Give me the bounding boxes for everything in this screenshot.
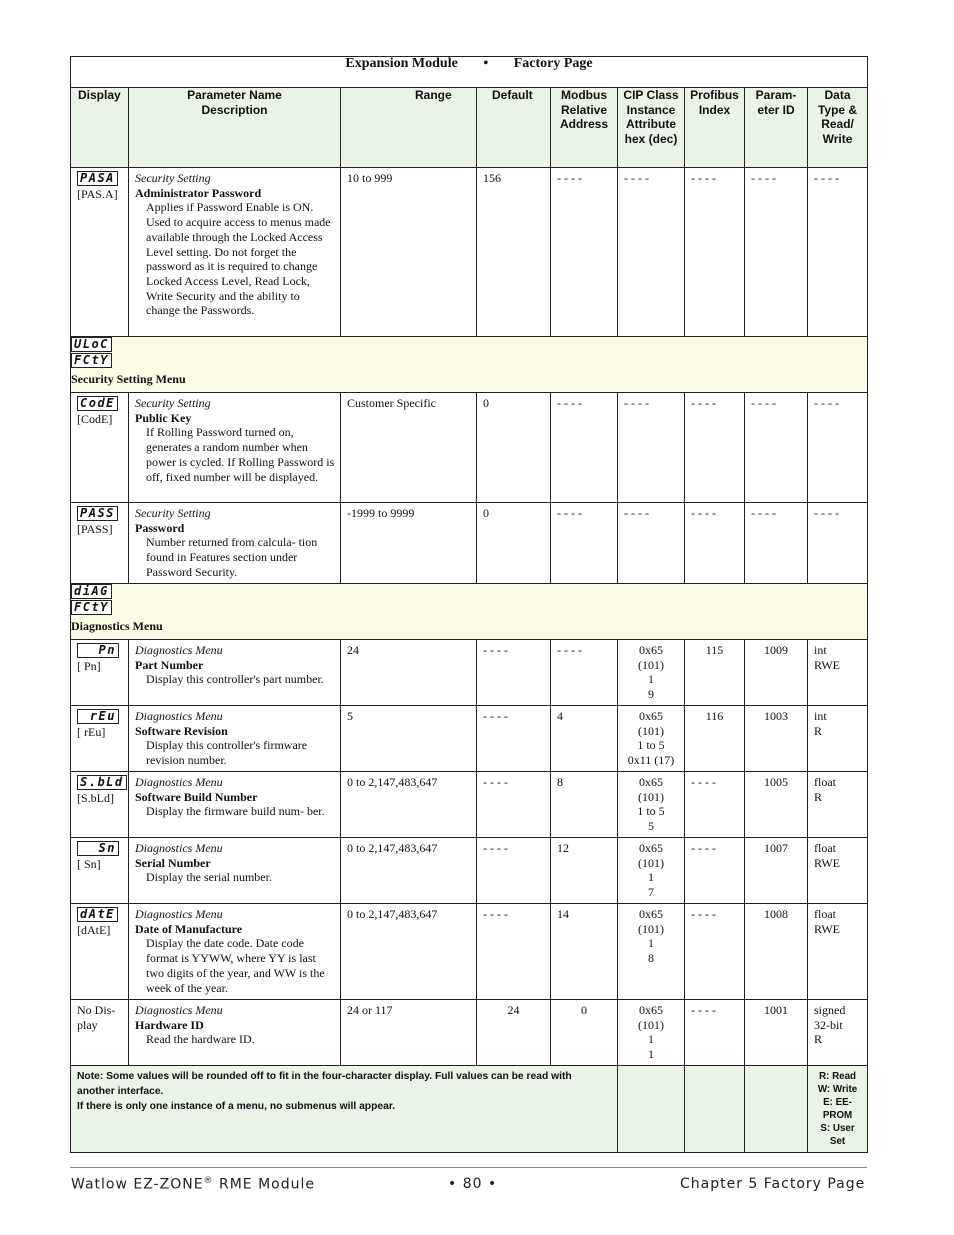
legend-cell xyxy=(808,1066,868,1153)
display-cell xyxy=(71,503,129,584)
paramid-cell: - - - - xyxy=(745,168,808,337)
range-cell: 0 to 2,147,483,647 xyxy=(341,838,477,904)
registered-mark: ® xyxy=(203,1176,214,1186)
note-blank-cell xyxy=(618,1066,685,1153)
paramid-cell: 1001 xyxy=(745,1000,808,1066)
footer-product xyxy=(71,1176,315,1193)
diagnostics-menu-cell xyxy=(71,584,868,640)
cip-cell: - - - - xyxy=(618,168,685,337)
read-write: RWE xyxy=(814,657,840,672)
profibus-cell: 115 xyxy=(685,640,745,706)
lcd-display: rEu xyxy=(77,709,119,724)
cip-class-dec: (101) xyxy=(638,921,664,936)
modbus-cell: 4 xyxy=(551,706,618,772)
parameter-table xyxy=(70,56,868,1153)
read-write: R xyxy=(814,723,823,738)
modbus-cell: - - - - xyxy=(551,393,618,503)
param-description: Display this controller's firmware revision number. xyxy=(146,738,308,768)
menu-name: Security Setting Menu xyxy=(71,372,186,386)
param-name: Part Number xyxy=(135,657,204,672)
paramid-cell: - - - - xyxy=(745,393,808,503)
display-code: [ rEu] xyxy=(77,725,106,739)
param-description: Display the date code. Date code format is YYWW, where YY is last two digits of the year, and WW is the week of the year. xyxy=(146,936,325,995)
note-blank-cell xyxy=(685,1066,745,1153)
cip-class: 0x65 xyxy=(639,643,663,657)
param-description: Number returned from calcula- tion found in Features section under Password Security. xyxy=(146,535,318,579)
cip-cell: - - - - xyxy=(618,503,685,584)
param-name: Password xyxy=(135,520,185,535)
cip-instance: 1 xyxy=(648,936,654,951)
cip-attribute: 1 xyxy=(648,1047,654,1062)
read-write: RWE xyxy=(814,855,840,870)
data-type: signed xyxy=(814,1003,846,1017)
title-module: Expansion Module xyxy=(345,56,458,71)
security-menu-cell xyxy=(71,337,868,393)
datatype-cell: - - - - xyxy=(808,393,868,503)
cip-class-dec: (101) xyxy=(638,789,664,804)
datatype-cell xyxy=(808,904,868,1000)
header-paramid: Param- eter ID xyxy=(745,88,808,168)
note-row xyxy=(71,1066,868,1153)
note-cell xyxy=(71,1066,618,1153)
range-cell: 10 to 999 xyxy=(341,168,477,337)
datatype-cell xyxy=(808,706,868,772)
table-row xyxy=(71,640,868,706)
profibus-cell: - - - - xyxy=(685,1000,745,1066)
paramid-cell: 1003 xyxy=(745,706,808,772)
cip-class: 0x65 xyxy=(639,1003,663,1017)
cip-cell xyxy=(618,640,685,706)
read-write: RWE xyxy=(814,921,840,936)
range-cell: 0 to 2,147,483,647 xyxy=(341,904,477,1000)
lcd-display: Sn xyxy=(77,841,119,856)
header-default: Default xyxy=(477,88,551,168)
default-cell: 0 xyxy=(477,393,551,503)
param-category: Security Setting xyxy=(135,171,211,185)
param-name: Hardware ID xyxy=(135,1017,204,1032)
cip-cell xyxy=(618,904,685,1000)
table-row xyxy=(71,772,868,838)
modbus-cell: 8 xyxy=(551,772,618,838)
table-title-row xyxy=(71,57,868,88)
description-cell xyxy=(129,503,341,584)
profibus-cell: - - - - xyxy=(685,393,745,503)
lcd-display: CodE xyxy=(77,396,118,411)
display-code: [CodE] xyxy=(77,412,113,426)
range-cell: 24 xyxy=(341,640,477,706)
note-submenus: If there is only one instance of a menu, no submenus will appear. xyxy=(77,1101,396,1112)
default-cell: - - - - xyxy=(477,904,551,1000)
table-row xyxy=(71,706,868,772)
display-cell: No Dis- play xyxy=(71,1000,129,1066)
note-blank-cell xyxy=(745,1066,808,1153)
param-category: Diagnostics Menu xyxy=(135,775,223,789)
header-param: Parameter Name Description xyxy=(129,88,341,168)
display-code: [dAtE] xyxy=(77,923,111,937)
profibus-cell: 116 xyxy=(685,706,745,772)
description-cell xyxy=(129,706,341,772)
paramid-cell: 1007 xyxy=(745,838,808,904)
range-cell: 0 to 2,147,483,647 xyxy=(341,772,477,838)
cip-class-dec: (101) xyxy=(638,723,664,738)
param-category: Diagnostics Menu xyxy=(135,841,223,855)
cip-class-dec: (101) xyxy=(638,657,664,672)
title-bullet: • xyxy=(483,56,489,71)
cip-class: 0x65 xyxy=(639,775,663,789)
datatype-cell xyxy=(808,1000,868,1066)
paramid-cell: 1008 xyxy=(745,904,808,1000)
datatype-cell: - - - - xyxy=(808,503,868,584)
data-size: 32-bit xyxy=(814,1017,843,1032)
param-category: Diagnostics Menu xyxy=(135,643,223,657)
modbus-cell: 12 xyxy=(551,838,618,904)
datatype-cell xyxy=(808,640,868,706)
lcd-menu: diAG xyxy=(71,584,112,599)
table-row xyxy=(71,1000,868,1066)
lcd-display: PASS xyxy=(77,506,118,521)
profibus-cell: - - - - xyxy=(685,503,745,584)
header-display: Display xyxy=(71,88,129,168)
datatype-cell xyxy=(808,838,868,904)
data-type: float xyxy=(814,775,836,789)
data-type: int xyxy=(814,643,827,657)
param-name: Software Build Number xyxy=(135,789,258,804)
param-category: Diagnostics Menu xyxy=(135,709,223,723)
param-name: Date of Manufacture xyxy=(135,921,243,936)
read-write: R xyxy=(814,789,823,804)
display-cell xyxy=(71,168,129,337)
data-type: float xyxy=(814,841,836,855)
paramid-cell: 1005 xyxy=(745,772,808,838)
profibus-cell: - - - - xyxy=(685,772,745,838)
display-cell xyxy=(71,640,129,706)
cip-instance: 1 xyxy=(648,672,654,687)
lcd-display: Pn xyxy=(77,643,119,658)
cip-instance: 1 to 5 xyxy=(637,804,665,819)
cip-cell: - - - - xyxy=(618,393,685,503)
footer-model: RME Module xyxy=(213,1176,316,1193)
cip-instance: 1 to 5 xyxy=(637,738,665,753)
display-code: [PASS] xyxy=(77,522,113,536)
display-cell xyxy=(71,706,129,772)
range-cell: 5 xyxy=(341,706,477,772)
menu-row xyxy=(71,584,868,640)
data-type: float xyxy=(814,907,836,921)
modbus-cell: - - - - xyxy=(551,640,618,706)
display-code: [PAS.A] xyxy=(77,187,118,201)
table-row xyxy=(71,904,868,1000)
header-profibus: Profibus Index xyxy=(685,88,745,168)
param-name: Software Revision xyxy=(135,723,228,738)
legend-eeprom-cont: PROM xyxy=(822,1110,853,1121)
header-row xyxy=(71,88,868,168)
display-cell xyxy=(71,838,129,904)
legend-user-cont: Set xyxy=(829,1136,846,1147)
cip-cell xyxy=(618,1000,685,1066)
table-row xyxy=(71,838,868,904)
legend-user: S: User xyxy=(820,1123,855,1134)
cip-class: 0x65 xyxy=(639,907,663,921)
param-name: Serial Number xyxy=(135,855,211,870)
paramid-cell: 1009 xyxy=(745,640,808,706)
lcd-page: FCtY xyxy=(71,600,112,615)
read-write: R xyxy=(814,1032,823,1047)
cip-class: 0x65 xyxy=(639,709,663,723)
modbus-cell: 14 xyxy=(551,904,618,1000)
default-cell: 156 xyxy=(477,168,551,337)
table-row xyxy=(71,168,868,337)
cip-cell xyxy=(618,706,685,772)
description-cell xyxy=(129,838,341,904)
param-description: Display the serial number. xyxy=(146,870,272,885)
cip-instance: 1 xyxy=(648,1032,654,1047)
paramid-cell: - - - - xyxy=(745,503,808,584)
header-range: Range xyxy=(341,88,477,168)
description-cell xyxy=(129,772,341,838)
lcd-display: S.bLd xyxy=(77,775,127,790)
modbus-cell: - - - - xyxy=(551,503,618,584)
range-cell: Customer Specific xyxy=(341,393,477,503)
datatype-cell: - - - - xyxy=(808,168,868,337)
cip-attribute: 9 xyxy=(648,687,654,702)
default-cell: - - - - xyxy=(477,772,551,838)
cip-cell xyxy=(618,838,685,904)
profibus-cell: - - - - xyxy=(685,838,745,904)
cip-class-dec: (101) xyxy=(638,855,664,870)
profibus-cell: - - - - xyxy=(685,904,745,1000)
footer-divider xyxy=(70,1167,867,1168)
page-number: • 80 • xyxy=(448,1176,498,1192)
range-cell: -1999 to 9999 xyxy=(341,503,477,584)
description-cell xyxy=(129,640,341,706)
param-name: Public Key xyxy=(135,410,192,425)
param-category: Security Setting xyxy=(135,506,211,520)
footer-chapter: Chapter 5 Factory Page xyxy=(680,1176,866,1192)
legend-read: R: Read xyxy=(819,1071,857,1082)
param-category: Security Setting xyxy=(135,396,211,410)
modbus-cell: - - - - xyxy=(551,168,618,337)
display-code: [ Pn] xyxy=(77,659,101,673)
description-cell xyxy=(129,168,341,337)
description-cell xyxy=(129,1000,341,1066)
default-cell: 0 xyxy=(477,503,551,584)
data-type: int xyxy=(814,709,827,723)
param-name: Administrator Password xyxy=(135,185,262,200)
note-rounding: Note: Some values will be rounded off to fit in the four-character display. Full values can be read with another interface. xyxy=(77,1071,572,1097)
table-title xyxy=(71,57,868,88)
param-description: Read the hardware ID. xyxy=(146,1032,255,1047)
display-cell xyxy=(71,772,129,838)
display-code: [ Sn] xyxy=(77,857,101,871)
modbus-cell: 0 xyxy=(551,1000,618,1066)
table-row xyxy=(71,503,868,584)
cip-attribute: 0x11 (17) xyxy=(627,753,675,768)
cip-class-dec: (101) xyxy=(638,1017,664,1032)
param-description: Display this controller's part number. xyxy=(146,672,324,687)
cip-class: 0x65 xyxy=(639,841,663,855)
header-datatype: Data Type & Read/ Write xyxy=(808,88,868,168)
description-cell xyxy=(129,393,341,503)
param-category: Diagnostics Menu xyxy=(135,907,223,921)
lcd-display: dAtE xyxy=(77,907,118,922)
cip-attribute: 7 xyxy=(648,885,654,900)
footer-brand: Watlow EZ-ZONE xyxy=(71,1176,204,1193)
profibus-cell: - - - - xyxy=(685,168,745,337)
lcd-display: PASA xyxy=(77,171,118,186)
lcd-menu: ULoC xyxy=(71,337,112,352)
legend-write: W: Write xyxy=(817,1084,858,1095)
default-cell: 24 xyxy=(477,1000,551,1066)
cip-cell xyxy=(618,772,685,838)
menu-name: Diagnostics Menu xyxy=(71,619,163,633)
menu-row xyxy=(71,337,868,393)
table-row xyxy=(71,393,868,503)
param-description: Display the firmware build num- ber. xyxy=(146,804,325,819)
cip-attribute: 5 xyxy=(648,819,654,834)
default-cell: - - - - xyxy=(477,838,551,904)
param-description: Applies if Password Enable is ON. Used to acquire access to menus made available through the Locked Access Level setting. Do not forget the password as it is required to change Locked Access Level, Read Lock, Write Security and the ability to change the Passwords. xyxy=(146,200,331,318)
display-cell xyxy=(71,393,129,503)
description-cell xyxy=(129,904,341,1000)
display-code: [S.bLd] xyxy=(77,791,114,805)
param-category: Diagnostics Menu xyxy=(135,1003,223,1017)
default-cell: - - - - xyxy=(477,706,551,772)
header-modbus: Modbus Relative Address xyxy=(551,88,618,168)
title-page: Factory Page xyxy=(513,56,593,71)
legend-eeprom: E: EE- xyxy=(823,1097,852,1108)
datatype-cell xyxy=(808,772,868,838)
default-cell: - - - - xyxy=(477,640,551,706)
cip-instance: 1 xyxy=(648,870,654,885)
display-cell xyxy=(71,904,129,1000)
header-cip: CIP Class Instance Attribute hex (dec) xyxy=(618,88,685,168)
param-description: If Rolling Password turned on, generates a random number when power is cycled. If Rolling Password is off, fixed number will be displayed. xyxy=(146,425,335,484)
cip-attribute: 8 xyxy=(648,951,654,966)
range-cell: 24 or 117 xyxy=(341,1000,477,1066)
lcd-page: FCtY xyxy=(71,353,112,368)
